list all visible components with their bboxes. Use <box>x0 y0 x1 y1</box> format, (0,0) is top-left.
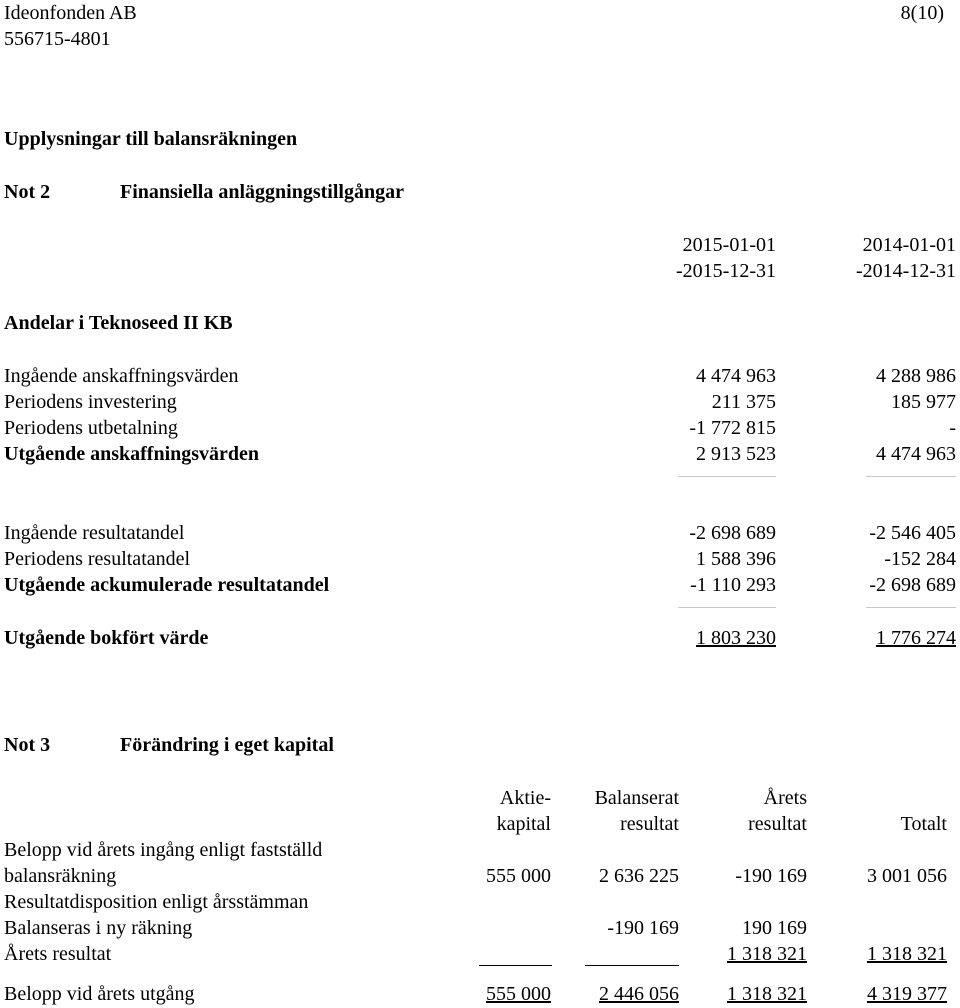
subtotal-rule <box>866 476 956 477</box>
column-header: Aktie- <box>499 787 551 809</box>
row-label: Belopp vid årets ingång enligt fastställd <box>4 839 323 861</box>
row-value-current: -1 110 293 <box>690 574 776 596</box>
org-number: 556715-4801 <box>4 28 111 50</box>
row-label: Periodens investering <box>4 391 177 413</box>
row-value-previous: -2 546 405 <box>869 522 956 544</box>
row-value-current: -2 698 689 <box>689 522 776 544</box>
note-label: Not 2 <box>4 181 51 203</box>
row-value-previous: - <box>949 417 956 439</box>
cell-value: 555 000 <box>486 983 551 1005</box>
row-value-previous: 1 776 274 <box>876 627 956 649</box>
row-value-current: 4 474 963 <box>696 365 776 387</box>
column-header: Årets <box>763 787 807 809</box>
subtotal-rule <box>678 607 776 608</box>
column-header-2015-end: -2015-12-31 <box>676 260 776 282</box>
cell-value: 3 001 056 <box>867 865 947 887</box>
row-value-current: 211 375 <box>711 391 776 413</box>
row-label-total: Utgående ackumulerade resultatandel <box>4 574 330 596</box>
subheading: Andelar i Teknoseed II KB <box>4 312 233 334</box>
cell-value: 555 000 <box>486 865 551 887</box>
column-header-2014-end: -2014-12-31 <box>856 260 956 282</box>
row-label: Årets resultat <box>4 943 112 965</box>
row-label: Periodens utbetalning <box>4 417 178 439</box>
subtotal-rule <box>866 607 956 608</box>
page-number: 8(10) <box>900 2 944 24</box>
note-title: Finansiella anläggningstillgångar <box>120 181 404 203</box>
cell-value: 1 318 321 <box>727 983 807 1005</box>
row-value-previous: 185 977 <box>891 391 956 413</box>
cell-value: 1 318 321 <box>727 943 807 965</box>
row-value-previous: -152 284 <box>884 548 956 570</box>
note-title: Förändring i eget kapital <box>120 734 334 756</box>
row-label: Resultatdisposition enligt årsstämman <box>4 891 309 913</box>
row-value-previous: 4 288 986 <box>876 365 956 387</box>
subtotal-rule <box>678 476 776 477</box>
row-label: Periodens resultatandel <box>4 548 191 570</box>
column-header-2014-start: 2014-01-01 <box>862 234 956 256</box>
company-name: Ideonfonden AB <box>4 2 137 24</box>
blank-underline <box>585 965 679 966</box>
cell-value: 2 636 225 <box>599 865 679 887</box>
column-header: Balanserat <box>594 787 679 809</box>
section-title: Upplysningar till balansräkningen <box>4 128 298 150</box>
column-header: Totalt <box>900 813 947 835</box>
cell-value: 4 319 377 <box>867 983 947 1005</box>
column-header: kapital <box>496 813 551 835</box>
row-value-current: -1 772 815 <box>689 417 776 439</box>
cell-value: 1 318 321 <box>867 943 947 965</box>
note-label: Not 3 <box>4 734 51 756</box>
cell-value: -190 169 <box>607 917 679 939</box>
row-value-current: 1 588 396 <box>696 548 776 570</box>
row-value-previous: 4 474 963 <box>876 443 956 465</box>
cell-value: -190 169 <box>735 865 807 887</box>
row-label: balansräkning <box>4 865 117 887</box>
column-header: resultat <box>620 813 679 835</box>
row-label: Ingående anskaffningsvärden <box>4 365 239 387</box>
cell-value: 2 446 056 <box>599 983 679 1005</box>
blank-underline <box>479 965 552 966</box>
row-value-current: 2 913 523 <box>696 443 776 465</box>
cell-value: 190 169 <box>742 917 807 939</box>
column-header-2015-start: 2015-01-01 <box>682 234 776 256</box>
row-label-total: Utgående anskaffningsvärden <box>4 443 260 465</box>
row-label: Belopp vid årets utgång <box>4 983 195 1005</box>
row-value-previous: -2 698 689 <box>869 574 956 596</box>
row-label-total: Utgående bokfört värde <box>4 627 209 649</box>
row-label: Ingående resultatandel <box>4 522 185 544</box>
row-label: Balanseras i ny räkning <box>4 917 193 939</box>
column-header: resultat <box>748 813 807 835</box>
row-value-current: 1 803 230 <box>696 627 776 649</box>
